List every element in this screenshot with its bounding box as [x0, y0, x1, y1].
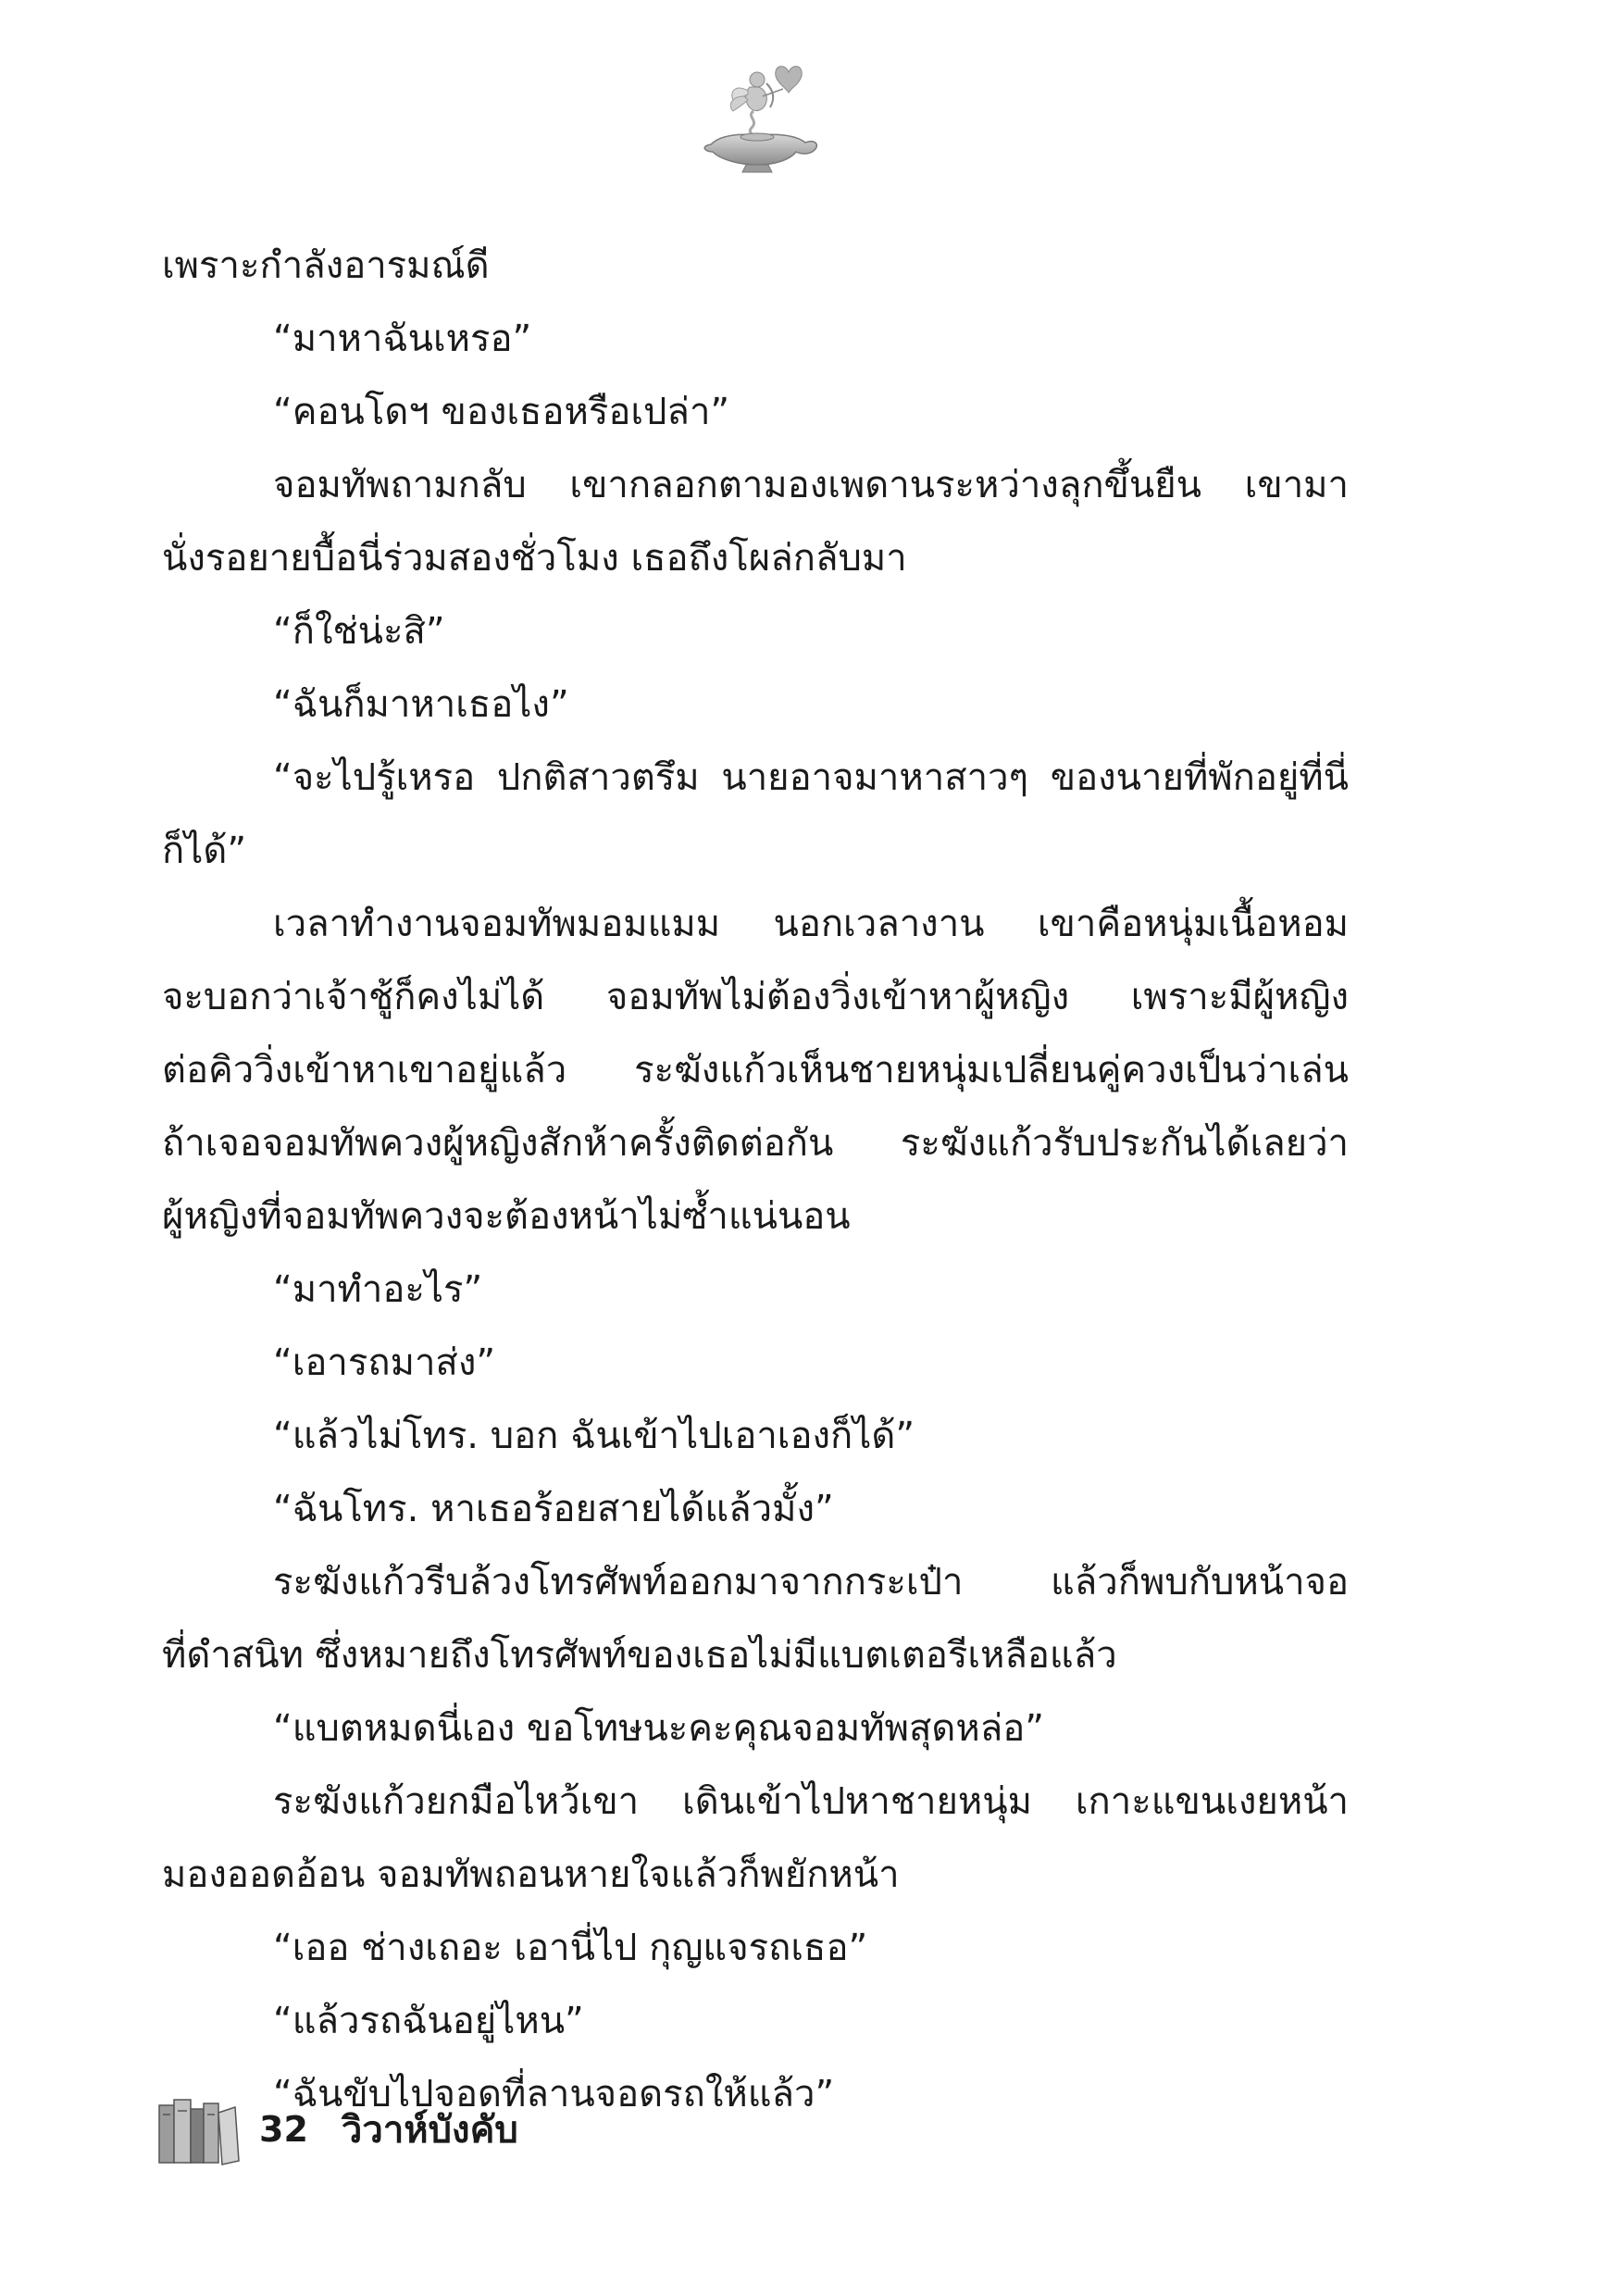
- text-line: ก็ได้”: [162, 830, 247, 872]
- text-line: “จะไปรู้เหรอ ปกติสาวตรึม นายอาจมาหาสาวๆ ของนายที่พักอยู่ที่นี่: [273, 756, 1349, 799]
- text-line: ผู้หญิงที่จอมทัพควงจะต้องหน้าไม่ซ้ำแน่นอน: [162, 1195, 851, 1238]
- books-icon: [156, 2092, 241, 2166]
- text-line: “มาทำอะไร”: [273, 1268, 483, 1311]
- text-line: “เอารถมาส่ง”: [273, 1341, 496, 1384]
- text-line: “ฉันขับไปจอดที่ลานจอดรถให้แล้ว”: [273, 2073, 835, 2115]
- text-line: ถ้าเจอจอมทัพควงผู้หญิงสักห้าครั้งติดต่อกัน ระฆังแก้วรับประกันได้เลยว่า: [162, 1122, 1349, 1165]
- text-line: “แบตหมดนี่เอง ขอโทษนะคะคุณจอมทัพสุดหล่อ”: [273, 1707, 1044, 1750]
- text-line: ระฆังแก้วยกมือไหว้เขา เดินเข้าไปหาชายหนุ่ม เกาะแขนเงยหน้า: [273, 1780, 1349, 1823]
- text-line: “แล้วรถฉันอยู่ไหน”: [273, 2000, 584, 2042]
- text-line: มองออดอ้อน จอมทัพถอนหายใจแล้วก็พยักหน้า: [162, 1853, 900, 1896]
- text-line: “เออ ช่างเถอะ เอานี่ไป กุญแจรถเธอ”: [273, 1927, 868, 1969]
- text-line: “คอนโดฯ ของเธอหรือเปล่า”: [273, 391, 730, 433]
- text-line: “ฉันก็มาหาเธอไง”: [273, 683, 569, 726]
- text-line: จะบอกว่าเจ้าชู้ก็คงไม่ได้ จอมทัพไม่ต้องวิ่งเข้าหาผู้หญิง เพราะมีผู้หญิง: [162, 976, 1349, 1018]
- text-line: “ฉันโทร. หาเธอร้อยสายได้แล้วมั้ง”: [273, 1488, 834, 1530]
- text-line: เพราะกำลังอารมณ์ดี: [162, 244, 490, 287]
- text-line: จอมทัพถามกลับ เขากลอกตามองเพดานระหว่างลุกขึ้นยืน เขามา: [273, 464, 1349, 506]
- cupid-lamp-ornament-icon: [692, 56, 822, 176]
- text-line: นั่งรอยายบื้อนี่ร่วมสองชั่วโมง เธอถึงโผล่กลับมา: [162, 537, 907, 580]
- page-footer: [156, 2092, 518, 2166]
- book-title: วิวาห์บังคับ: [341, 2109, 518, 2152]
- text-line: ต่อคิววิ่งเข้าหาเขาอยู่แล้ว ระฆังแก้วเห็นชายหนุ่มเปลี่ยนคู่ควงเป็นว่าเล่น: [162, 1049, 1349, 1092]
- body-text: [162, 230, 1349, 2131]
- text-line: เวลาทำงานจอมทัพมอมแมม นอกเวลางาน เขาคือหนุ่มเนื้อหอม: [273, 903, 1349, 945]
- text-line: ที่ดำสนิท ซึ่งหมายถึงโทรศัพท์ของเธอไม่มีแบตเตอรีเหลือแล้ว: [162, 1634, 1117, 1677]
- text-line: “แล้วไม่โทร. บอก ฉันเข้าไปเอาเองก็ได้”: [273, 1415, 915, 1457]
- text-line: ระฆังแก้วรีบล้วงโทรศัพท์ออกมาจากกระเป๋า แล้วก็พบกับหน้าจอ: [273, 1561, 1349, 1603]
- text-line: “ก็ใช่น่ะสิ”: [273, 610, 445, 653]
- page-number: 32: [259, 2109, 308, 2150]
- text-line: “มาหาฉันเหรอ”: [273, 318, 532, 360]
